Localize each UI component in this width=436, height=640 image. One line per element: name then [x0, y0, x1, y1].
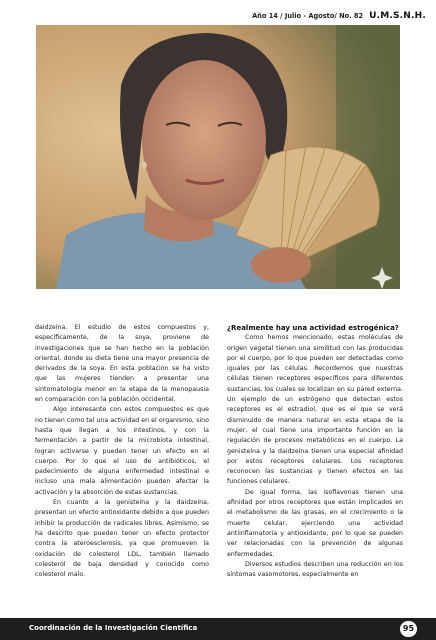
right-text-column — [227, 323, 403, 580]
page-footer — [0, 618, 436, 640]
institution-label: U.M.S.N.H. — [369, 11, 426, 21]
right-paragraph-3: Diversos estudios describen una reducción en los síntomas vasomotores, especialmente en — [227, 560, 403, 579]
right-paragraph-1: Como hemos mencionado, estas moléculas de origen vegetal tienen una similitud con las producidas por el cuerpo, por lo que pueden ser detectadas como iguales por las células. Recordemos que nuestras células tienen receptores específicos para diferentes sustancias, los cuales se localizan en su pared externa. Un ejemplo de un estrógeno que detectan estos receptores es el estradiol, que es el que se verá disminuido de manera natural en esta etapa de la mujer, el cual tiene una importante función en la regulación de procesos metabólicos en el cuerpo. La genisteína y la daidzeína tienen una especial afinidad por estos receptores celulares. Los receptores reconocen las sustancias y tienen efectos en las funciones celulares. — [227, 334, 403, 486]
woman-with-fan-illustration — [36, 25, 400, 289]
article-photo — [36, 25, 400, 289]
right-paragraph-2: De igual forma, las isoflavonas tienen una afinidad por otros receptores que están implicados en el metabolismo de las grasas, en el crecimiento o la muerte celular, ejerciendo una actividad antiinflamatoria y antioxidante, por lo que se pueden ver relacionadas con la prevención de algunas enfermedades. — [227, 488, 403, 558]
section-heading: ¿Realmente hay una actividad estrogénica? — [227, 324, 399, 332]
page-number: 95 — [400, 621, 417, 637]
page-header — [252, 8, 426, 24]
footer-title: Coordinación de la Investigación Científica — [29, 624, 198, 632]
left-text-column — [35, 323, 209, 580]
left-paragraph-2: Algo interesante con estos compuestos es que no tienen como tal una actividad en el organismo, sino hasta que llegan a los intestinos, y con la fermentación a partir de la microbiota intestinal, logran activarse y pueden tener un efecto en el cuerpo. Por lo que el uso de antibióticos, el padecimiento de alguna enfermedad intestinal e incluso una mala alimentación pueden afectar la activación y la absorción de estas sustancias. — [35, 406, 209, 496]
left-paragraph-1: daidzeína. El estudio de estos compuestos y, específicamente, de la soya, proviene de investigaciones que se han hecho en la población oriental, donde su dieta tiene una mayor presencia de derivados de la soya. En esta población se ha visto que las mujeres tienden a presentar una sintomatología menor en la etapa de la menopausia en comparación con la población occidental. — [35, 324, 209, 404]
issue-label: Año 14 / Julio - Agosto/ No. 82 — [252, 12, 364, 20]
left-paragraph-3: En cuanto a la genisteína y la daidzeína, presentan un efecto antioxidante debido a que pueden inhibir la producción de radicales libres. Asimismo, se ha descrito que pueden tener un efecto protector contra la ateroesclerosis, ya que promueven la oxidación de colesterol LDL, también llamado colesterol de baja densidad y conocido como colesterol malo. — [35, 499, 209, 579]
